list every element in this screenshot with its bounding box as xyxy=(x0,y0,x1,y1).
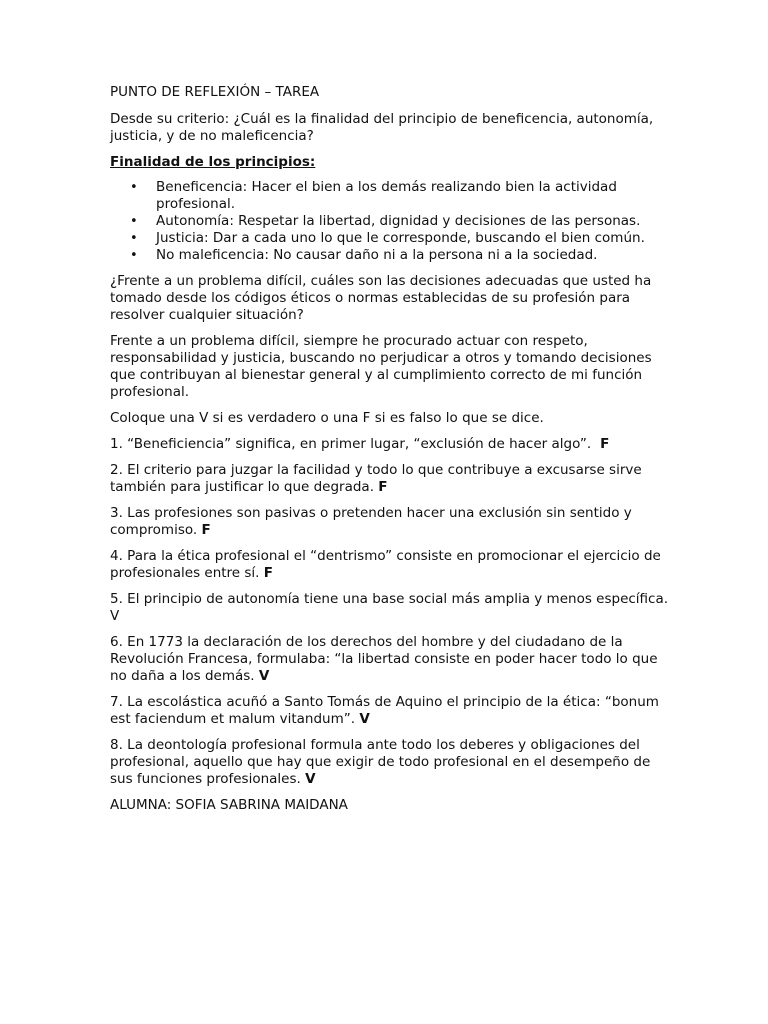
statement-answer: F xyxy=(600,436,610,452)
statement-text: 4. Para la ética profesional el “dentrismo” consiste en promocionar el ejercicio de profesionales entre sí. xyxy=(110,548,661,581)
statement xyxy=(110,737,670,788)
statement-answer: F xyxy=(378,479,388,495)
statement-text: 2. El criterio para juzgar la facilidad y todo lo que contribuye a excusarse sirve también para justificar lo que degrada. xyxy=(110,462,642,495)
statement xyxy=(110,694,670,728)
bullet-icon: • xyxy=(130,231,138,246)
list-item xyxy=(110,213,670,230)
bullet-icon: • xyxy=(130,248,138,263)
statement xyxy=(110,591,670,625)
bullet-icon: • xyxy=(130,214,138,229)
statement xyxy=(110,548,670,582)
intro-question: Desde su criterio: ¿Cuál es la finalidad del principio de beneficencia, autonomía, justicia, y de no maleficencia? xyxy=(110,111,654,144)
principle-text: Justicia: Dar a cada uno lo que le corresponde, buscando el bien común. xyxy=(156,230,645,246)
statement-answer: V xyxy=(258,668,270,684)
statement-answer: F xyxy=(201,522,211,538)
problem-question: ¿Frente a un problema difícil, cuáles son las decisiones adecuadas que usted ha tomado desde los códigos éticos o normas establecidas de su profesión para resolver cualquier situación? xyxy=(110,273,652,323)
list-item xyxy=(110,230,670,247)
document-title: PUNTO DE REFLEXIÓN – TAREA xyxy=(110,84,320,100)
problem-answer: Frente a un problema difícil, siempre he procurado actuar con respeto, responsabilidad y justicia, buscando no perjudicar a otros y tomando decisiones que contribuyan al bienestar general y al cumplimiento correcto de mi función profesional. xyxy=(110,333,652,400)
statement xyxy=(110,505,670,539)
principle-text: Beneficencia: Hacer el bien a los demás realizando bien la actividad profesional. xyxy=(156,179,617,212)
true-false-instruction: Coloque una V si es verdadero o una F si es falso lo que se dice. xyxy=(110,410,544,426)
statement-text: 3. Las profesiones son pasivas o pretenden hacer una exclusión sin sentido y compromiso. xyxy=(110,505,632,538)
principle-text: No maleficencia: No causar daño ni a la persona ni a la sociedad. xyxy=(156,247,598,263)
statement-text: 5. El principio de autonomía tiene una base social más amplia y menos específica. xyxy=(110,591,669,607)
statement-answer: F xyxy=(263,565,274,581)
statement xyxy=(110,436,670,453)
statement-text: 6. En 1773 la declaración de los derechos del hombre y del ciudadano de la Revolución Francesa, formulaba: “la libertad consiste en poder hacer todo lo que no daña a los demás. xyxy=(110,634,658,684)
statement-text: 8. La deontología profesional formula ante todo los deberes y obligaciones del profesional, aquello que hay que exigir de todo profesional en el desempeño de sus funciones profesionales. xyxy=(110,737,651,787)
statement-answer: V xyxy=(305,771,316,787)
statement-answer: V xyxy=(110,608,120,624)
principles-list xyxy=(110,179,670,264)
document-page xyxy=(110,84,670,823)
statement xyxy=(110,634,670,685)
list-item xyxy=(110,247,670,264)
statement-answer: V xyxy=(359,711,370,727)
principles-heading: Finalidad de los principios: xyxy=(110,154,316,170)
principle-text: Autonomía: Respetar la libertad, dignidad y decisiones de las personas. xyxy=(156,213,641,229)
statement xyxy=(110,462,670,496)
student-name: ALUMNA: SOFIA SABRINA MAIDANA xyxy=(110,797,348,813)
bullet-icon: • xyxy=(130,180,138,195)
statement-text: 7. La escolástica acuñó a Santo Tomás de Aquino el principio de la ética: “bonum est faciendum et malum vitandum”. xyxy=(110,694,659,727)
statement-text: 1. “Beneficiencia” significa, en primer lugar, “exclusión de hacer algo”. xyxy=(110,436,592,452)
list-item xyxy=(110,179,670,213)
